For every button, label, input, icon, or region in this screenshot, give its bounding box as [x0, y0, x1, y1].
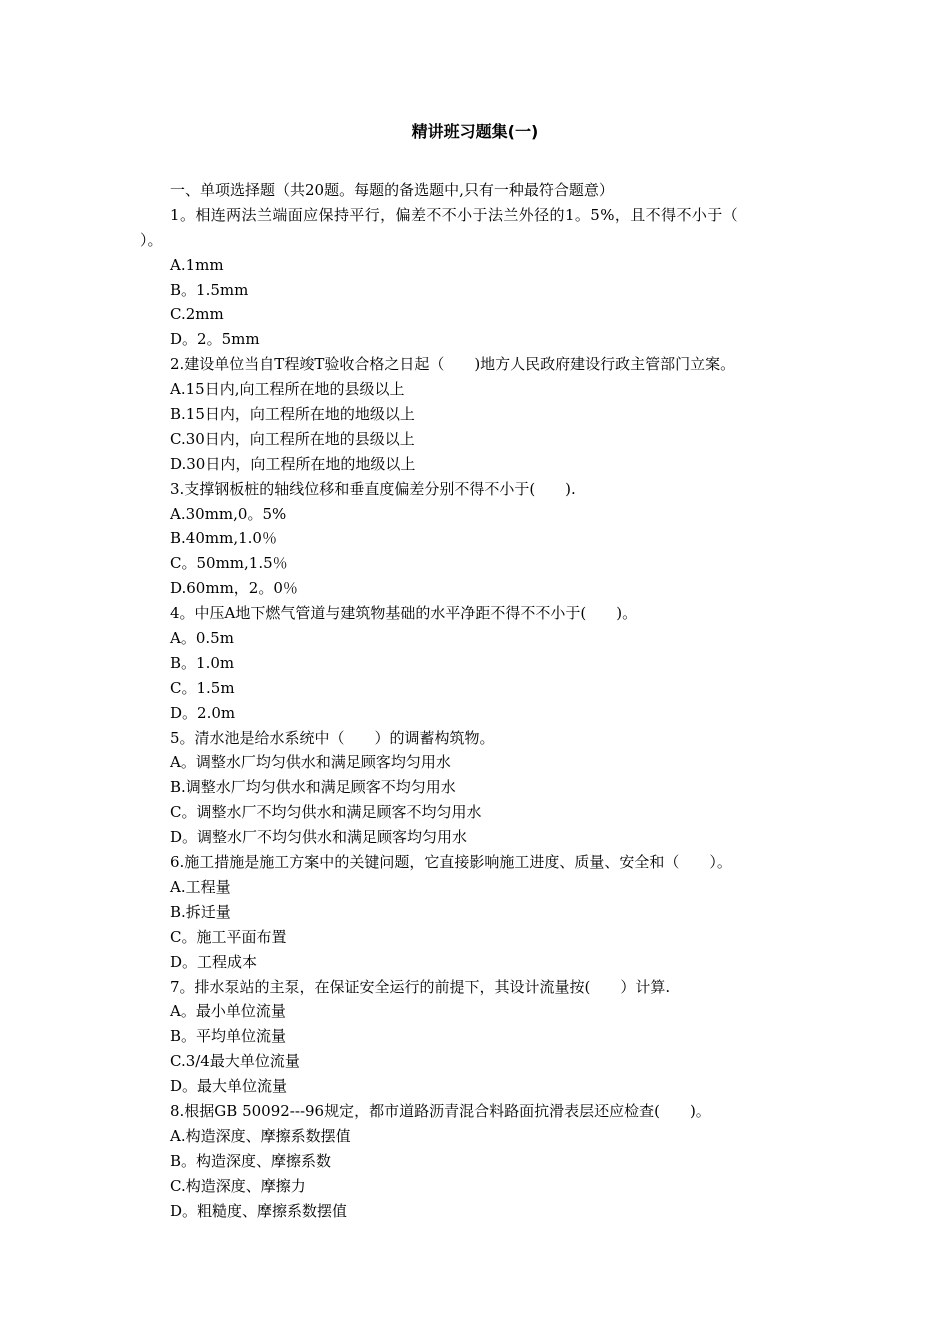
option-b: B。1.0m [170, 653, 235, 672]
question-6 [140, 850, 820, 974]
question-4 [140, 601, 820, 725]
question-5 [140, 726, 820, 850]
option-a: A。0.5m [170, 629, 234, 648]
option-d: D.60mm，2。0％ [170, 579, 298, 598]
option-a: A.1mm [170, 255, 224, 274]
option-d: D。调整水厂不均匀供水和满足顾客均匀用水 [170, 828, 468, 847]
option-d: D.30日内，向工程所在地的地级以上 [170, 454, 416, 473]
option-d: D。工程成本 [170, 952, 258, 971]
option-d: D。2。5mm [170, 330, 260, 349]
option-d: D。2.0m [170, 703, 236, 722]
option-a: A.工程量 [170, 877, 231, 896]
option-a: A.构造深度、摩擦系数摆值 [170, 1126, 351, 1145]
option-c: C。1.5m [170, 678, 235, 697]
document-body [140, 178, 820, 1223]
document-title: 精讲班习题集(一) [411, 122, 539, 141]
question-2 [140, 352, 820, 476]
option-a: A。调整水厂均匀供水和满足顾客均匀用水 [170, 753, 451, 772]
option-a: A。最小单位流量 [170, 1002, 286, 1021]
question-1 [140, 203, 820, 352]
option-b: B.40mm,1.0％ [170, 529, 277, 548]
option-d: D。最大单位流量 [170, 1077, 288, 1096]
question-3 [140, 477, 820, 601]
option-a: A.30mm,0。5% [170, 504, 287, 523]
option-b: B.拆迁量 [170, 902, 231, 921]
question-stem: 4。中压A地下燃气管道与建筑物基础的水平净距不得不不小于( )。 [170, 604, 638, 623]
question-stem: 1。相连两法兰端面应保持平行，偏差不不小于法兰外径的1。5%，且不得不小于（ [170, 205, 739, 224]
option-b: B。平均单位流量 [170, 1027, 287, 1046]
question-7 [140, 975, 820, 1099]
question-stem: 8.根据GB 50092---96规定，都市道路沥青混合料路面抗滑表层还应检查( )。 [170, 1101, 711, 1120]
option-c: C。50mm,1.5％ [170, 554, 288, 573]
option-b: B。1.5mm [170, 280, 249, 299]
option-c: C。调整水厂不均匀供水和满足顾客不均匀用水 [170, 803, 482, 822]
question-stem: 3.支撑钢板桩的轴线位移和垂直度偏差分别不得不小于( ). [170, 479, 591, 498]
question-stem: 6.施工措施是施工方案中的关键问题，它直接影响施工进度、质量、安全和（ ）。 [170, 853, 732, 872]
question-stem: 7。排水泵站的主泵，在保证安全运行的前提下，其设计流量按( ）计算. [170, 977, 671, 996]
option-a: A.15日内,向工程所在地的县级以上 [170, 380, 405, 399]
question-stem: 2.建设单位当自T程竣T验收合格之日起（ )地方人民政府建设行政主管部门立案。 [170, 355, 736, 374]
option-b: B.15日内，向工程所在地的地级以上 [170, 405, 415, 424]
question-stem-continued: ）。 [140, 230, 163, 249]
option-b: B。构造深度、摩擦系数 [170, 1151, 332, 1170]
option-c: C.30日内，向工程所在地的县级以上 [170, 429, 415, 448]
question-stem: 5。清水池是给水系统中（ ）的调蓄构筑物。 [170, 728, 495, 747]
option-c: C.3/4最大单位流量 [170, 1052, 300, 1071]
option-c: C.构造深度、摩擦力 [170, 1176, 306, 1195]
option-b: B.调整水厂均匀供水和满足顾客不均匀用水 [170, 778, 456, 797]
section-heading: 一、单项选择题（共20题。每题的备选题中,只有一种最符合题意） [170, 181, 614, 199]
option-c: C.2mm [170, 305, 224, 324]
question-8 [140, 1099, 820, 1223]
option-d: D。粗糙度、摩擦系数摆值 [170, 1201, 348, 1220]
option-c: C。施工平面布置 [170, 927, 287, 946]
